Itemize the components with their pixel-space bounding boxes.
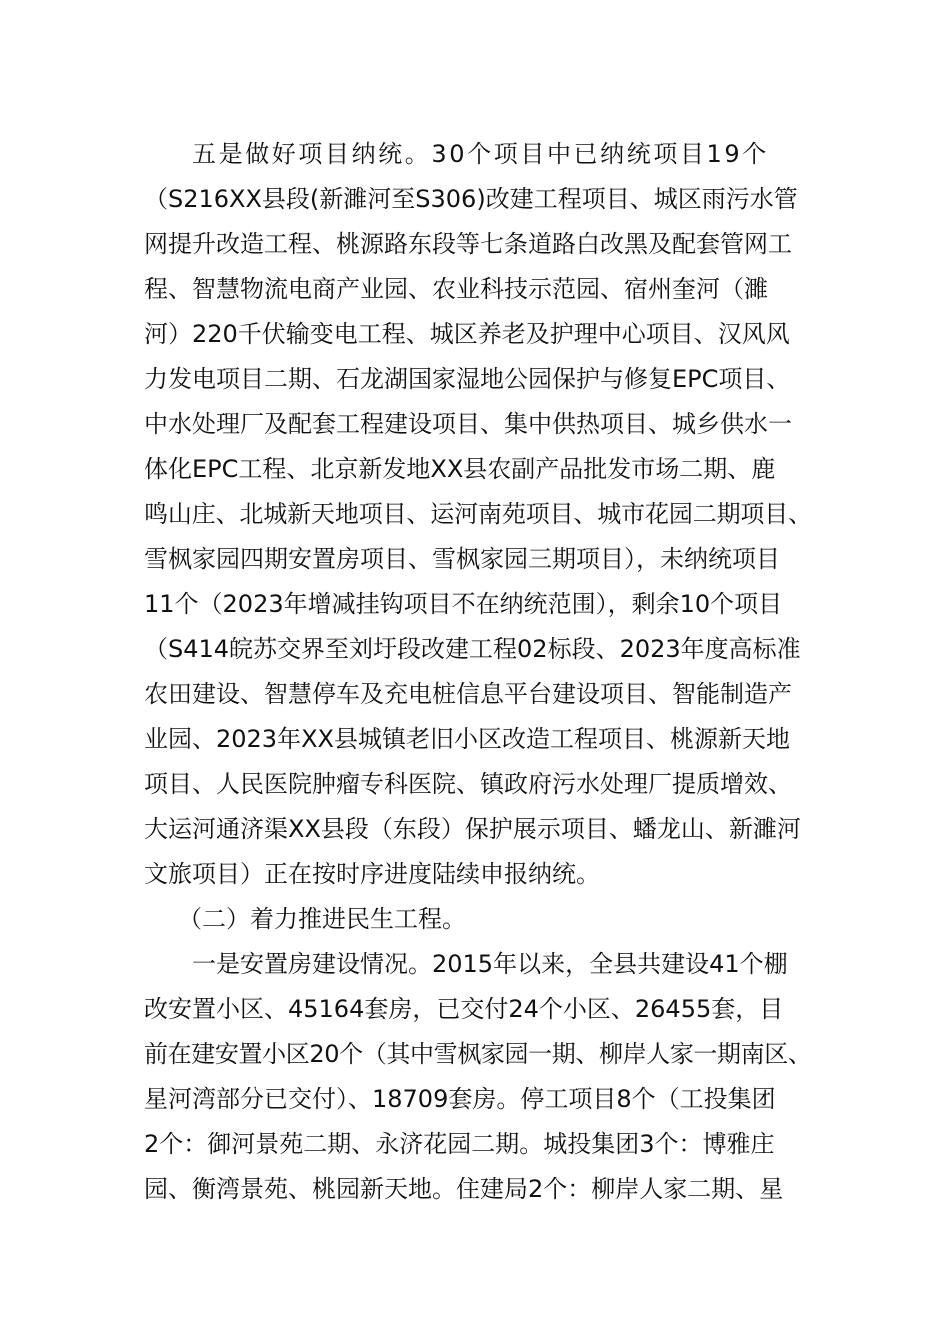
paragraph-1-line-5: 河）220千伏输变电工程、城区养老及护理中心项目、汉风风 [144, 320, 790, 348]
paragraph-1-line-15: 项目、人民医院肿瘤专科医院、镇政府污水处理厂提质增效、 [144, 770, 792, 798]
paragraph-2-line-5: 2个：御河景苑二期、永济花园二期。城投集团3个：博雅庄 [144, 1130, 775, 1158]
section-heading: （二）着力推进民生工程。 [178, 905, 466, 933]
paragraph-1-line-17: 文旅项目）正在按时序进度陆续申报纳统。 [144, 860, 600, 888]
paragraph-1-line-12: （S414皖苏交界至刘圩段改建工程02标段、2023年度高标准 [144, 635, 801, 663]
paragraph-2-line-4: 星河湾部分已交付）、18709套房。停工项目8个（工投集团 [144, 1085, 776, 1113]
paragraph-1-line-3: 网提升改造工程、桃源路东段等七条道路白改黑及配套管网工 [144, 230, 792, 258]
paragraph-1-line-8: 体化EPC工程、北京新发地XX县农副产品批发市场二期、鹿 [144, 455, 776, 483]
paragraph-2-line-3: 前在建安置小区20个（其中雪枫家园一期、柳岸人家一期南区、 [144, 1040, 812, 1068]
paragraph-1-line-1: 五是做好项目纳统。30个项目中已纳统项目19个 [192, 140, 769, 168]
paragraph-1-line-13: 农田建设、智慧停车及充电桩信息平台建设项目、智能制造产 [144, 680, 792, 708]
paragraph-1-line-6: 力发电项目二期、石龙湖国家湿地公园保护与修复EPC项目、 [144, 365, 791, 393]
paragraph-2-line-2: 改安置小区、45164套房，已交付24个小区、26455套，目 [144, 995, 784, 1023]
paragraph-1-line-10: 雪枫家园四期安置房项目、雪枫家园三期项目），未纳统项目 [144, 545, 780, 573]
paragraph-1-line-11: 11个（2023年增减挂钩项目不在纳统范围），剩余10个项目 [144, 590, 783, 618]
paragraph-1-line-9: 鸣山庄、北城新天地项目、运河南苑项目、城市花园二期项目、 [144, 500, 812, 528]
paragraph-1-line-14: 业园、2023年XX县城镇老旧小区改造工程项目、桃源新天地 [144, 725, 790, 753]
paragraph-1-line-16: 大运河通济渠XX县段（东段）保护展示项目、蟠龙山、新濉河 [144, 815, 801, 843]
paragraph-1-line-7: 中水处理厂及配套工程建设项目、集中供热项目、城乡供水一 [144, 410, 792, 438]
paragraph-1-line-2: （S216XX县段(新濉河至S306)改建工程项目、城区雨污水管 [144, 185, 798, 213]
paragraph-2-line-1: 一是安置房建设情况。2015年以来，全县共建设41个棚 [192, 950, 788, 978]
paragraph-2-line-6: 园、衡湾景苑、桃园新天地。住建局2个：柳岸人家二期、星 [144, 1175, 784, 1203]
paragraph-1-line-4: 程、智慧物流电商产业园、农业科技示范园、宿州奎河（濉 [144, 275, 768, 303]
